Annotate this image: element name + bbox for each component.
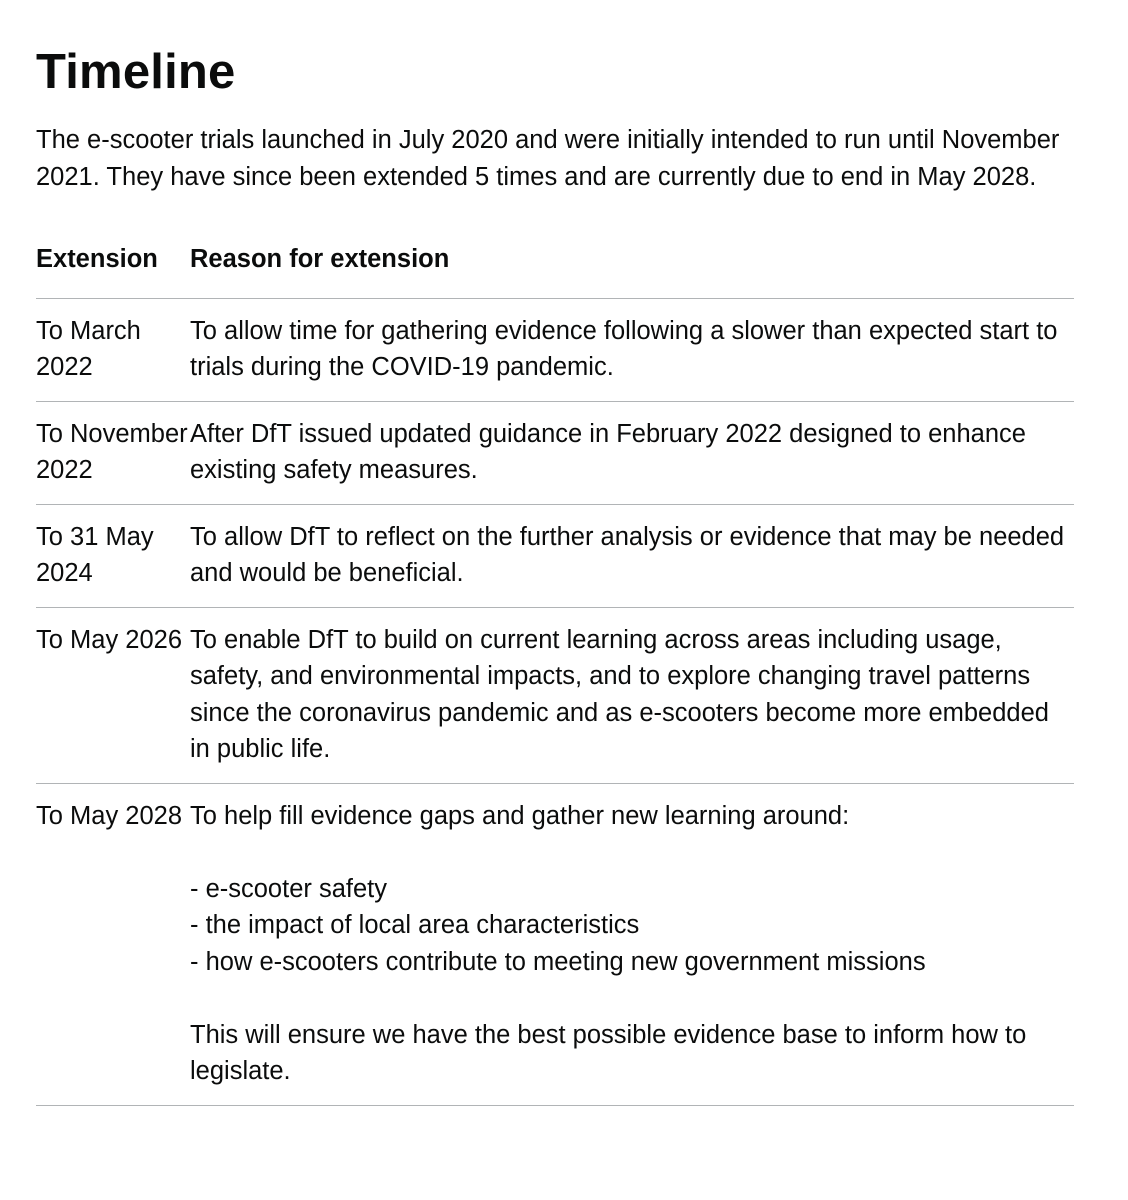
reason-list-item: - e-scooter safety — [190, 874, 387, 903]
reason-outro: This will ensure we have the best possible evidence base to inform how to legislate. — [190, 1020, 1027, 1085]
reason-cell: To enable DfT to build on current learning across areas including usage, safety, and environmental impacts, and to explore changing travel patterns since the coronavirus pandemic and as e-scooters become more embedded in public life. — [190, 607, 1074, 783]
reason-spacer — [190, 980, 1074, 1017]
extension-cell: To November 2022 — [36, 401, 190, 504]
extension-cell: To May 2026 — [36, 607, 190, 783]
table-header-row — [36, 237, 1074, 298]
header-reason: Reason for extension — [190, 237, 1074, 298]
intro-paragraph: The e-scooter trials launched in July 2020 and were initially intended to run until November 2021. They have since been extended 5 times and are currently due to end in May 2028. — [36, 126, 1060, 191]
page-title: Timeline — [36, 45, 236, 99]
header-extension: Extension — [36, 237, 190, 298]
table-row — [36, 298, 1074, 401]
timeline-section — [36, 42, 1074, 1106]
table-row — [36, 783, 1074, 1105]
extension-cell: To March 2022 — [36, 298, 190, 401]
table-row — [36, 607, 1074, 783]
reason-cell: To allow time for gathering evidence following a slower than expected start to trials during the COVID-19 pandemic. — [190, 298, 1074, 401]
reason-list-item: - the impact of local area characteristics — [190, 911, 640, 939]
extension-cell: To May 2028 — [36, 783, 190, 1105]
reason-cell — [190, 783, 1074, 1105]
reason-cell: After DfT issued updated guidance in February 2022 designed to enhance existing safety measures. — [190, 401, 1074, 504]
table-row — [36, 504, 1074, 607]
reason-spacer — [190, 834, 1074, 871]
reason-intro: To help fill evidence gaps and gather new learning around: — [190, 801, 850, 830]
reason-cell: To allow DfT to reflect on the further analysis or evidence that may be needed and would be beneficial. — [190, 504, 1074, 607]
extension-cell: To 31 May 2024 — [36, 504, 190, 607]
table-row — [36, 401, 1074, 504]
reason-list-item: - how e-scooters contribute to meeting new government missions — [190, 947, 926, 976]
extensions-table — [36, 237, 1074, 1106]
